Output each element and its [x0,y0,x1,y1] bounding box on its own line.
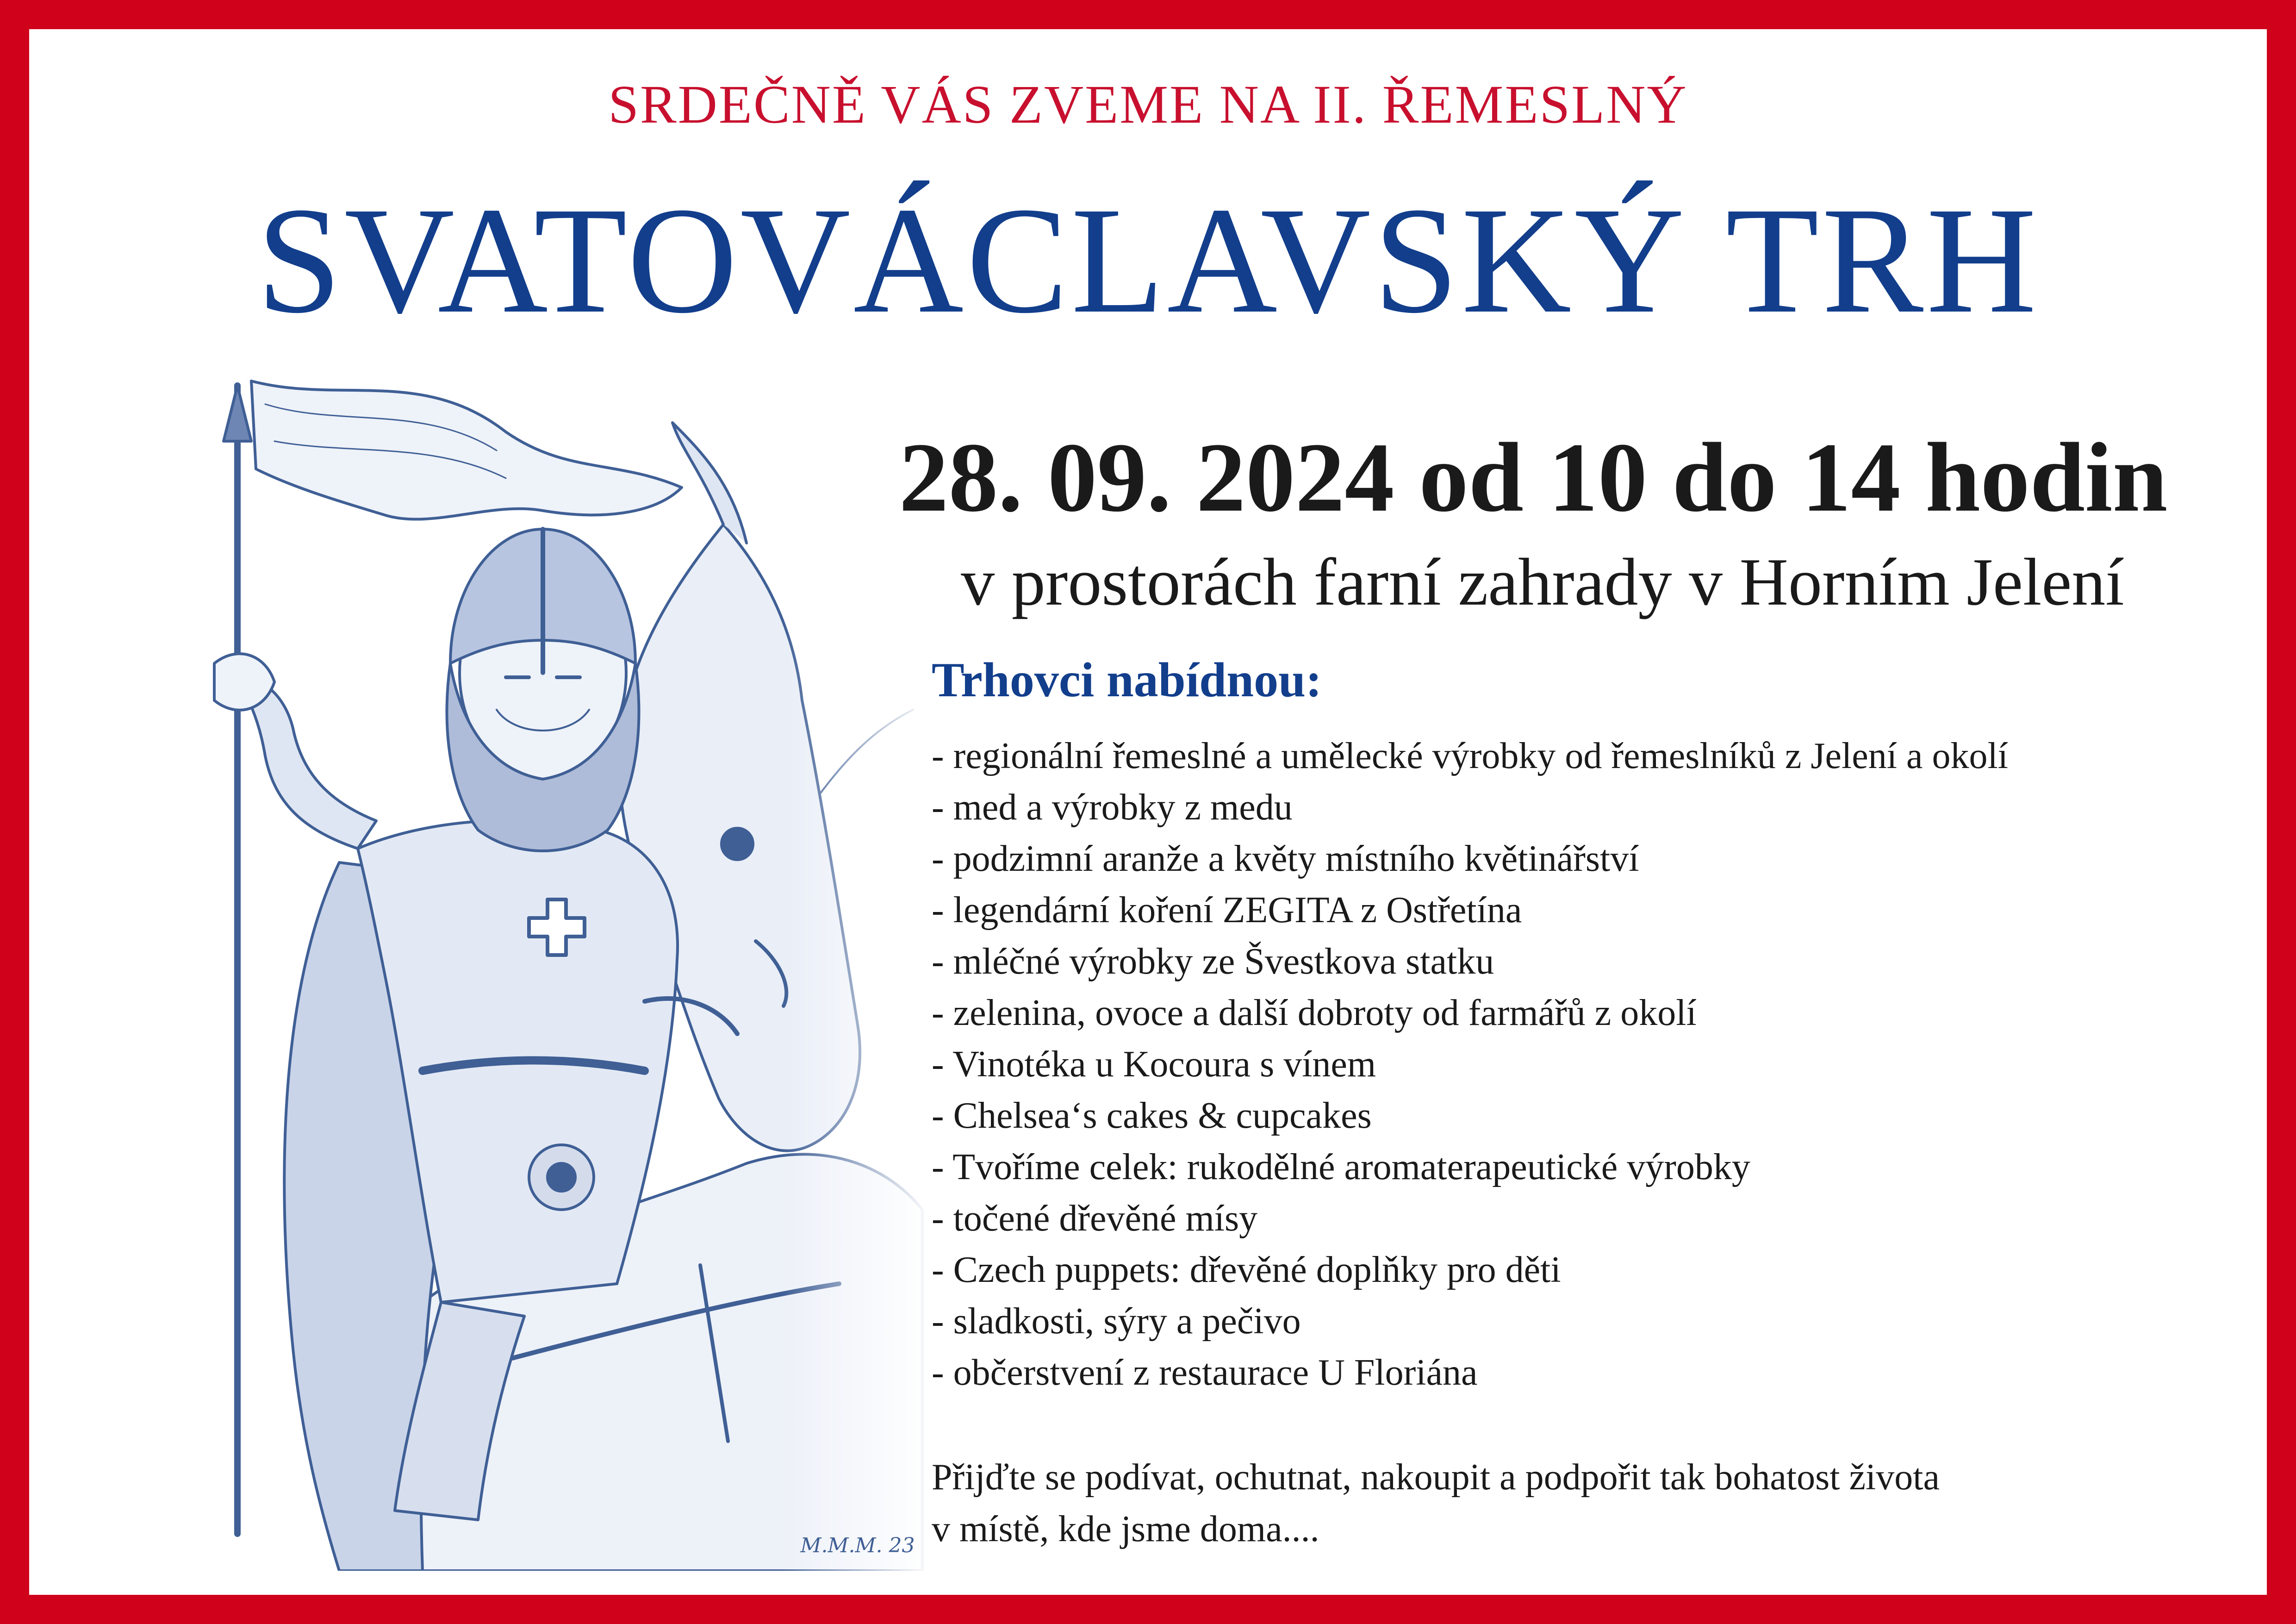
offer-list [932,731,2008,1399]
offer-item: - zelenina, ovoce a další dobroty od farmářů z okolí [932,993,1697,1033]
event-date-time: 28. 09. 2024 od 10 do 14 hodin [899,423,2168,532]
offer-item: - Vinotéka u Kocoura s vínem [932,1044,1376,1085]
offer-item: - regionální řemeslné a umělecké výrobky od řemeslníků z Jelení a okolí [932,736,2008,776]
poster-content [29,29,2267,1595]
offer-item: - točené dřevěné mísy [932,1198,1258,1239]
offer-item: - med a výrobky z medu [932,787,1293,828]
offer-item: - mléčné výrobky ze Švestkova statku [932,941,1494,982]
offer-item: - podzimní aranže a květy místního květinářství [932,838,1639,879]
closing-line: v místě, kde jsme doma.... [932,1509,1319,1549]
offer-item: - Czech puppets: dřevěné doplňky pro děti [932,1249,1561,1290]
closing-invitation [932,1451,2181,1555]
offer-item: - Chelsea‘s cakes & cupcakes [932,1095,1372,1136]
artist-signature: M.M.M. 23 [800,1534,915,1557]
event-venue: v prostorách farní zahrady v Horním Jelení [961,544,2124,619]
offer-item: - sladkosti, sýry a pečivo [932,1301,1301,1342]
offer-item: - Tvoříme celek: rukodělné aromaterapeutické výrobky [932,1147,1750,1187]
pre-title: SRDEČNĚ VÁS ZVEME NA II. ŘEMESLNÝ [608,74,1688,135]
offer-heading: Trhovci nabídnou: [932,653,1322,707]
closing-line: Přijďte se podívat, ochutnat, nakoupit a podpořit tak bohatost života [932,1457,1940,1498]
offer-item: - občerstvení z restaurace U Floriána [932,1352,1478,1393]
saint-wenceslas-illustration [99,376,932,1571]
main-title: SVATOVÁCLAVSKÝ TRH [256,176,2040,345]
offer-item: - legendární koření ZEGITA z Ostřetína [932,890,1522,931]
